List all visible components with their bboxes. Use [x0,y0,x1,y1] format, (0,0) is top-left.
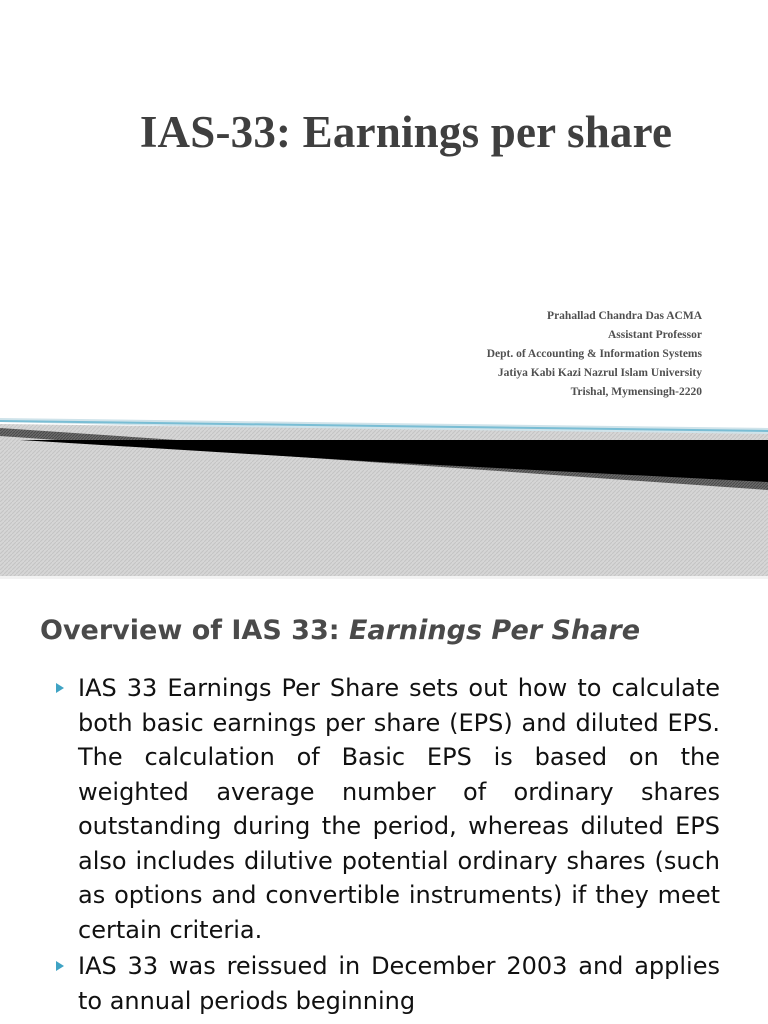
how-to-calculate-link[interactable]: how to calculate [517,674,721,702]
bullet-item [54,949,720,1018]
author-address: Trishal, Mymensingh-2220 [570,386,702,398]
author-university: Jatiya Kabi Kazi Nazrul Islam University [497,367,702,379]
bullet-item [54,671,720,947]
bullet2-text: IAS 33 was reissued in December 2003 and applies to annual periods beginning [78,952,720,1015]
decorative-band [0,410,768,576]
author-block [487,307,702,402]
heading-italic: Earnings Per Share [348,615,641,646]
bullet-arrow-icon [56,683,64,693]
slide-title: IAS-33: Earnings per share [139,107,673,157]
overview-slide [0,579,768,1024]
bullet-list [54,671,720,1018]
author-department: Dept. of Accounting & Information Systems [486,348,702,360]
author-name: Prahallad Chandra Das ACMA [547,310,702,322]
overview-heading [40,615,640,646]
author-position: Assistant Professor [607,329,702,341]
bullet1-text-end: both basic earnings per share (EPS) and diluted EPS. The calculation of Basic EPS is based on the weighted average number of ordinary shares outstanding during the period, whereas diluted EPS also includes dilutive potential ordinary shares (such as options and convertible instruments) if they meet certain criteria. [78,708,720,944]
bullet-arrow-icon [56,961,64,971]
bullet1-text-start: IAS 33 Earnings Per Share sets out [78,674,518,702]
heading-plain: Overview of IAS 33: [40,615,349,646]
